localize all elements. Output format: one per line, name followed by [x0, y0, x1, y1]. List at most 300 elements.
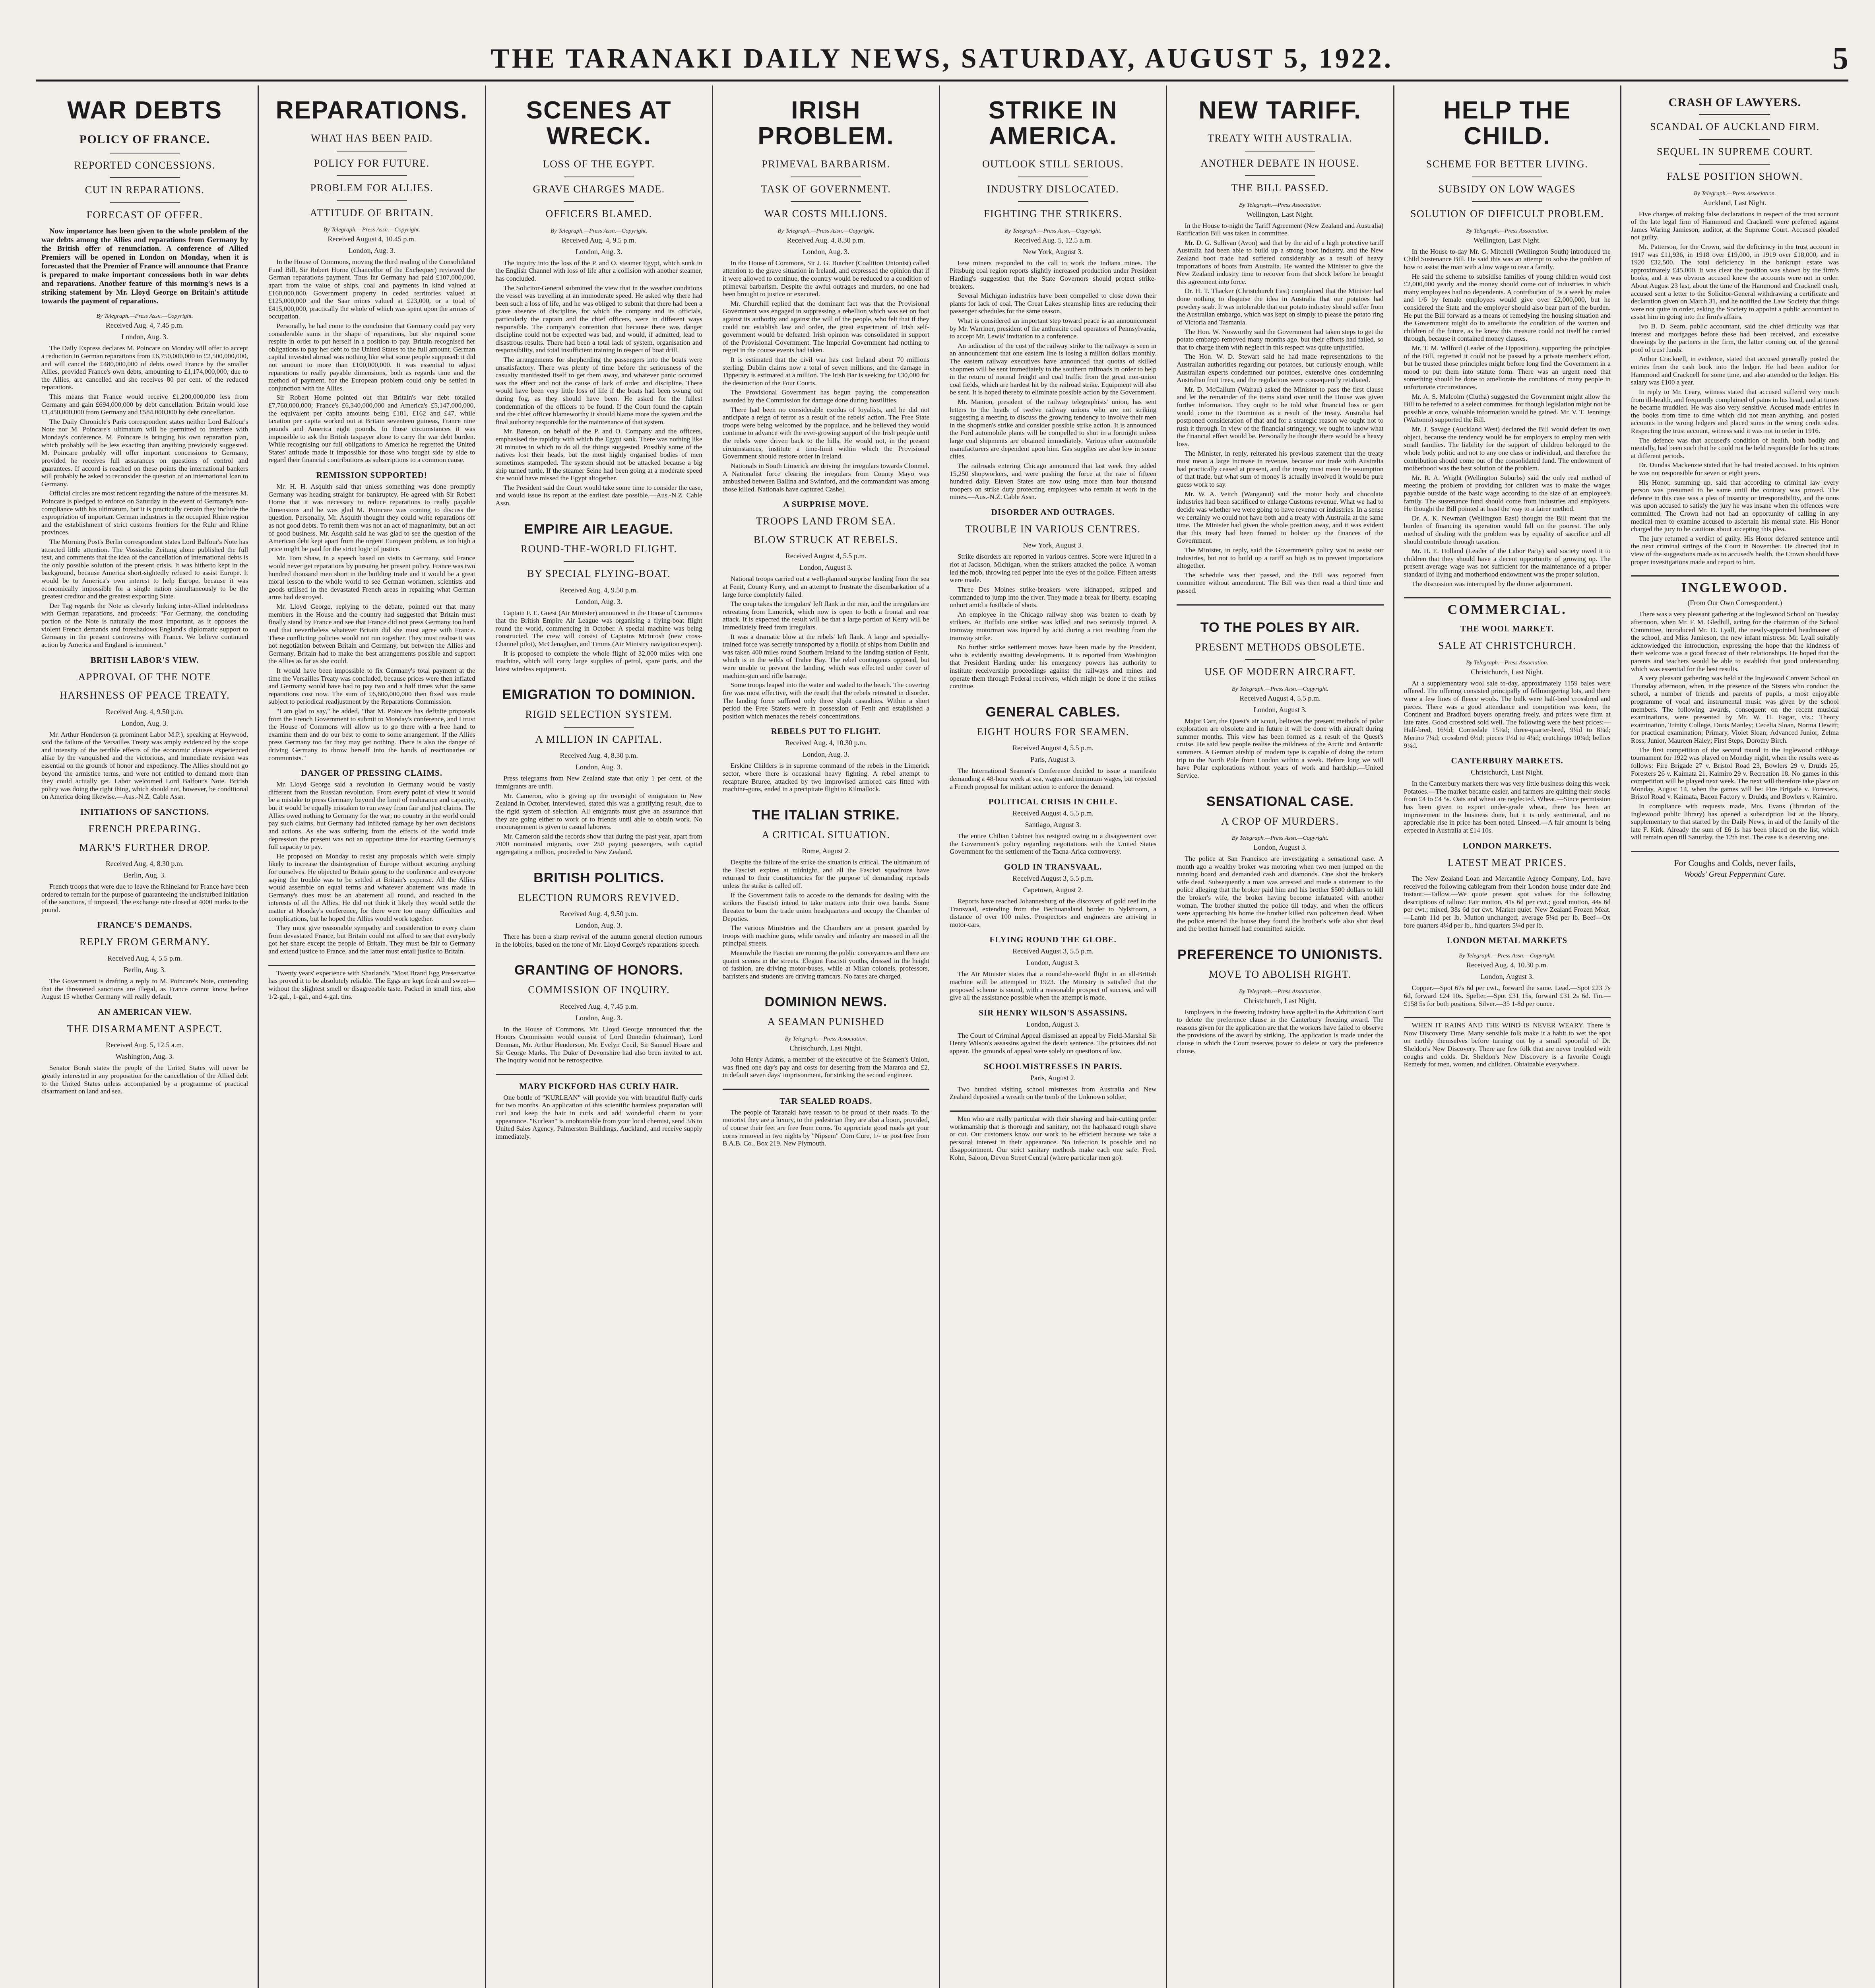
dateline: London, August 3. [799, 563, 853, 572]
divider [1404, 1017, 1611, 1018]
credit-line: By Telegraph.—Press Assn.—Copyright. [96, 313, 193, 320]
deck: LOSS OF THE EGYPT. [543, 158, 655, 170]
article-italian-strike [723, 808, 929, 980]
paragraph: His Honor, summing up, said that according to criminal law every person was presumed to be same until the contrary was proved. The defence in this case was a plea of insanity or irresponsibility, and the onus was upon accused to satisfy the jury he was insane when the offences were committed. The Crown had not had an opportunity of calling in any medical men to examine accused to ascertain his mental state. His Honor charged the jury to be cautious about accepting this plea. [1631, 478, 1839, 533]
section-title: LONDON MARKETS. [1462, 841, 1552, 850]
dateline: Rome, August 2. [802, 847, 850, 855]
paragraph: The Minister, in reply, reiterated his previous statement that the treaty must mean a large increase in revenue, because our trade with Australia had practically ceased at present, and the treaty must mean the resumption of that trade, but what sum of money is actually involved it would be pure guess work to say. [1177, 449, 1384, 489]
paragraph: Two hundred visiting school mistresses from Australia and New Zealand deposited a wreath on the tomb of the Unknown soldier. [950, 1085, 1157, 1101]
dateline: Christchurch, Last Night. [789, 1044, 863, 1052]
paragraph: Mr. W. A. Veitch (Wanganui) said the motor body and chocolate industries had been sacrificed to enlarge Customs revenue. What we had to decide was whether we were going to have revenue or industries. In a sense we certainly we could not have both and a treaty with Australia at the same time. The Minister had given the whole position away, and it was evident that this treaty had been framed to bolster up the finances of the Government. [1177, 490, 1384, 545]
article-general-cables [950, 705, 1156, 790]
paragraph: Few miners responded to the call to work the Indiana mines. The Pittsburg coal region reports slightly increased production under President Harding's suggestion that the State Governors should protect strike-breakers. [950, 259, 1157, 290]
divider [1018, 201, 1088, 202]
credit-line: By Telegraph.—Press Assn.—Copyright. [1231, 685, 1328, 692]
deck: ATTITUDE OF BRITAIN. [310, 207, 434, 219]
dateline: Berlin, Aug. 3. [123, 871, 166, 879]
paragraph: Erskine Childers is in supreme command of the rebels in the Limerick sector, where there is occasional heavy fighting. A rebel attempt to recapture Bruree, attacked by two improvised armored cars fitted with machine-guns, ended in a precipitate flight to Kilmallock. [722, 762, 929, 793]
paragraph: Meanwhile the Fascisti are running the public conveyances and there are quaint scenes in the streets. Elegant Fascisti youths, dressed in the height of fashion, are driving motor-buses, while at Milan colonels, professors, barristers and students are driving tramcars. No fares are charged. [722, 949, 929, 980]
divider [723, 1089, 929, 1090]
paragraph: The first competition of the second round in the Inglewood cribbage tournament for 1922 was played on Monday night, when the results were as follows: Fire Brigade 27 v. Bristol Road 23, Bowlers 29 v. Druids 25, Foresters 26 v. Kaimata 21, Kaimiro 29 v. Recreation 18. No games in this competition will be played next week. The next will therefore take place on Monday, August 14, when the games will be: Fire Brigade v. Foresters, Bristol Road v. Kaimata, Bacon Factory v. Druids, and Bowlers v. Kaimiro. [1631, 746, 1839, 801]
credit-line: By Telegraph.—Press Association. [785, 1035, 867, 1042]
paragraph: Mr. D. McCallum (Wairau) asked the Minister to pass the first clause and let the remainder of the items stand over until the House was given further information. They ought to be told what financial loss or gain would come to the Dominion as a result of the treaty. Australia had postponed consideration of that and for a strategic reason we ought not to rush it through. In view of the financial stringency, we ought to know what the financial effect would be. Personally he thought there would be a heavy loss. [1177, 385, 1384, 448]
credit-line: By Telegraph.—Press Assn.—Copyright. [1459, 953, 1556, 959]
subheading: REMISSION SUPPORTED! [316, 470, 427, 480]
paragraph: Mr. Lloyd George, replying to the debate, pointed out that many members in the House and the country had suggested that Britain must finally stand by France and see that France did not press Germany too hard and that nevertheless whatever Britain did she must agree with France. These conflicting policies would not run together. They must realise it was not negotiation between Britain and Germany, but between the Allies and Germany. Britain had to make the best arrangements possible and support the Allies as far as she could. [268, 603, 475, 665]
received-line: Received Aug. 4, 9.50 p.m. [560, 586, 638, 594]
paragraph: Arthur Cracknell, in evidence, stated that accused generally posted the entries from the cash book into the ledger. He had been auditor for Hammond and Cracknell for some time, and also attended to the ledger. His salary was £100 a year. [1631, 355, 1839, 386]
dateline: London, Aug. 3. [575, 247, 622, 256]
deck: FALSE POSITION SHOWN. [1667, 171, 1803, 182]
paragraph: The Daily Chronicle's Paris correspondent states neither Lord Balfour's Note nor M. Poincare's ultimatum will be permitted to interfere with Monday's conference. M. Poincare is bringing his own reparation plan, which probably will be less exacting than anything previously suggested. M. Poincare probably will offer important concessions to Germany, provided he receives full assurances on questions of control and guarantees. If accord is reached on these points the international bankers will probably be asked to reconsider the question of an international loan to Germany. [41, 417, 248, 488]
received-line: Received August 4, 5.5 p.m. [1012, 809, 1094, 817]
section-commercial [1404, 602, 1611, 617]
paragraph: Mr. Manion, president of the railway telegraphists' union, has sent letters to the heads of twelve railway unions who are not striking suggesting a meeting to discuss the growing tendency to involve their men in the shopmen's strike and consider possible strike action. It is announced the Ford automobile plants will be compelled to shut in a fortnight unless large coal shipments are obtained immediately. Various other automobile manufacturers are dependent upon him. Gas supplies are also low in some cities. [950, 398, 1157, 460]
article-intro: Now importance has been given to the whole problem of the war debts among the Allies and reparations from Germany by the British offer of renunciation. A conference of Allied Premiers will be opened in London on Monday, when it is forecasted that the Premier of France will announce that France is prepared to make important concessions both in war debts and reparations. Another feature of this morning's news is a striking statement by Mr. Lloyd George on Britain's attitude towards the payment of reparations. [41, 227, 248, 306]
section-title: REBELS PUT TO FLIGHT. [771, 726, 881, 736]
paragraph: A very pleasant gathering was held at the Inglewood Convent School on Thursday afternoon, when, in the presence of the Sisters who conduct the school, a number of friends and parents of pupils, a most enjoyable programme of vocal and instrumental music was given by the school members. The following awards, consequent on the recent musical examinations, were presented by Mr. W. H. Eagar, viz.: Theory examination, Trinity College, Doris Manley; Cecelia Sloan, Norma Hewitt; for practical examination; Primary, Violet Sloan; Advanced Junior, Zelma Ross; Junior, Maureen Haley; First Steps, Dorothy Birch. [1631, 674, 1839, 745]
dateline: New York, August 3. [1023, 247, 1083, 256]
deck: WHAT HAS BEEN PAID. [310, 132, 433, 144]
article-emigration [496, 687, 702, 856]
deck: A CRITICAL SITUATION. [762, 829, 890, 841]
article-poles-by-air [1177, 620, 1383, 780]
divider [1245, 659, 1315, 660]
paragraph: Major Carr, the Quest's air scout, believes the present methods of polar exploration are obsolete and in future it will be done with aircraft during summer months. This view has been formed as a result of the Quest's cruise. He said few people realise the mildness of the Arctic and Antarctic summers. A German airship of modern type is capable of doing the return trip to the North Pole from London within a week. Before long we will have Polar explorations without years of work and hardship.—United Service. [1177, 717, 1384, 779]
deck: FIGHTING THE STRIKERS. [984, 208, 1123, 220]
paragraph: The railroads entering Chicago announced that last week they added 15,250 shopworkers, and were pushing the force at the rate of fifteen hundred daily. Eleven States are now using more than four thousand troopers on strike duty protecting employees who remain at work in the mines.—Aus.-N.Z. Cable Assn. [950, 462, 1157, 501]
credit-line: By Telegraph.—Press Assn.—Copyright. [1231, 835, 1328, 841]
paragraph: Three Des Moines strike-breakers were kidnapped, stripped and commanded to jump into the river. They made a break for liberty, escaping unhurt amid a fusillade of shots. [950, 585, 1157, 609]
dateline: Paris, August 3. [1030, 755, 1076, 764]
paragraph: Despite the failure of the strike the situation is critical. The ultimatum of the Fascisti expires at midnight, and all the Fascisti squadrons have returned to their constituencies for the purpose of demanding reprisals unless the strike is called off. [722, 858, 929, 890]
deck: CUT IN REPARATIONS. [85, 184, 205, 196]
column-help-the-child [1394, 85, 1621, 1988]
received-line: Received Aug. 4, 8.30 p.m. [560, 751, 638, 760]
received-line: Received August 4, 5.5 p.m. [1239, 694, 1321, 702]
divider [1472, 201, 1542, 202]
paragraph: In the House of Commons, Mr. Lloyd George announced that the Honors Commission would consist of Lord Dunedin (chairman), Lord Denman, Mr. Arthur Henderson, Mr. Evelyn Cecil, Sir Samuel Hoare and Sir George Marks. The Duke of Devonshire had also been invited to act. The inquiry would not be retrospective. [495, 1025, 702, 1064]
dateline: Christchurch, Last Night. [1471, 768, 1544, 777]
deck: ELECTION RUMORS REVIVED. [518, 891, 680, 903]
advertisement-title: TAR SEALED ROADS. [779, 1096, 873, 1106]
headline-new-tariff: NEW TARIFF. [1198, 97, 1362, 124]
deck: SALE AT CHRISTCHURCH. [1438, 640, 1576, 652]
divider [1699, 139, 1770, 140]
deck: A MILLION IN CAPITAL. [535, 733, 663, 745]
paragraph: The International Seamen's Conference decided to issue a manifesto demanding a 48-hour week at sea, wages and minimum wages, but rejected a French proposal for militant action to enforce the demand. [950, 767, 1157, 790]
advertisement: One bottle of "KURLEAN" will provide you with beautiful fluffy curls for two months. An application of this scientific harmless preparation will curl and keep the hair in curls and add wonderful charm to your appearance. "Kurlean" is unobtainable from your local chemist, send 3/6 to United Sales Agency, Palmerston Buildings, Auckland, and receive supply immediately. [495, 1093, 702, 1140]
paragraph: It is proposed to complete the whole flight of 32,000 miles with one machine, which will carry large supplies of petrol, spare parts, and the latest wireless equipment. [495, 649, 702, 673]
deck: OUTLOOK STILL SERIOUS. [982, 158, 1124, 170]
section-title: SIR HENRY WILSON'S ASSASSINS. [979, 1008, 1127, 1017]
paragraph: The Government is drafting a reply to M. Poincare's Note, contending that the threatened sanctions are illegal, as France cannot know before August 15 whether Germany will really default. [41, 977, 248, 1001]
credit-line: By Telegraph.—Press Assn.—Copyright. [323, 227, 420, 233]
paragraph: Dr. Dundas Mackenzie stated that he had treated accused. In his opinion he was not responsible for seven or eight years. [1631, 461, 1839, 477]
paragraph: The Daily Express declares M. Poincare on Monday will offer to accept a reduction in German reparations from £6,750,000,000 to £2,500,000,000, and will cancel the £480,000,000 of debts owed France by the smaller Allies, provided France's own debts, amounting to £1,174,000,000, due to the Allies, are cancelled and she receives 80 per cent. of the reduced reparations. [41, 344, 248, 391]
paragraph: The Hon. W. D. Stewart said he had made representations to the Australian authorities regarding our potatoes, but curiously enough, while Australian experts condemned our potatoes, extensive ones condemning Australian fruit trees, and the regulations were consequently retaliated. [1177, 353, 1384, 384]
deck: BY SPECIAL FLYING-BOAT. [527, 568, 671, 580]
deck: REPORTED CONCESSIONS. [74, 159, 215, 171]
divider [1699, 164, 1770, 165]
dateline: Christchurch, Last Night. [1471, 668, 1544, 676]
paragraph: He proposed on Monday to resist any proposals which were simply likely to increase the disintegration of Europe without securing anything for ourselves. He objected to Britain going to the conference and everyone saying the trouble was to be settled at Britain's expense. All the Allies would assemble on equal terms and whatever abatement was made in Germany's dues must be an abatement all round, and reached in the interests of all the Allies. He did not think it likely they would settle the matter at Monday's conference, for there were too many difficulties and complications, but he hoped the Allies would work together. [268, 852, 475, 922]
paragraph: Copper.—Spot 67s 6d per cwt., forward the same. Lead.—Spot £23 7s 6d, forward £24 10s. Spelter.—Spot £31 15s, forward £31 2s 6d. Tin.—£158 5s for both positions. Silver.—35 1-8d per ounce. [1404, 984, 1611, 1008]
section-title: INITIATIONS OF SANCTIONS. [80, 807, 209, 817]
received-line: Received Aug. 4, 8.30 p.m. [105, 860, 184, 868]
divider [791, 201, 861, 202]
paragraph: Ivo B. D. Seam, public accountant, said the chief difficulty was that interest and mortgages before these had been received, and excessive drawings by the partners in the firm, the latter coming out of the general pool of trust funds. [1631, 322, 1839, 353]
headline-irish-problem: IRISH PROBLEM. [758, 97, 894, 150]
paragraph: The arrangements for shepherding the passengers into the boats were unsatisfactory. There was plenty of time before the seriousness of the casualty manifested itself to get them away, and whatever panic occurred was the effect and not the cause of lack of order and discipline. There would have been very little loss of life if the boats had been swung out during fog, as they should have been. He asked for the fullest condemnation of the officers to be found. If the Court found the captain and the chief officer blameworthy it should blame more the system and the final authority responsible for the maintenance of that system. [495, 356, 702, 426]
received-line: Received Aug. 4, 9.50 p.m. [560, 910, 638, 918]
subheading: DANGER OF PRESSING CLAIMS. [301, 768, 443, 778]
paragraph: The New Zealand Loan and Mercantile Agency Company, Ltd., have received the following cablegram from their London house under date 2nd instant:—Tallow.—We quote present spot values for the following descriptions of tallow: Fair mutton, 41s 6d per cwt.; good mutton, 44s 6d per cwt.; mixed, 38s 6d per cwt. Market quiet. New Zealand Frozen Meat.—Lamb 11d per lb. Mutton unchanged; average 5¼d per lb. Beef—Ox fore quarters 4¼d per lb., hind quarters 5¼d per lb. [1404, 875, 1611, 929]
section-title: THE ITALIAN STRIKE. [752, 807, 900, 823]
headline-crash-of-lawyers: CRASH OF LAWYERS. [1668, 96, 1801, 109]
dateline: Berlin, Aug. 3. [123, 965, 166, 974]
paragraph: What is considered an important step toward peace is an announcement by Mr. Warriner, president of the anthracite coal operators of Pennsylvania, to accept Mr. Lewis' invitation to a conference. [950, 316, 1157, 340]
section-title: FLYING ROUND THE GLOBE. [989, 935, 1117, 945]
paragraph: Reports have reached Johannesburg of the discovery of gold reef in the Transvaal, extending from the Bechuanaland border to Nylstroom, a distance of over 100 miles. Prospectors and engineers are arriving in motor-cars. [950, 897, 1157, 928]
paragraph: The discussion was interrupted by the dinner adjournment. [1412, 580, 1573, 588]
divider [268, 965, 475, 966]
column-crash-of-lawyers [1621, 85, 1848, 1988]
credit-line: By Telegraph.—Press Association. [1466, 227, 1549, 234]
section-title: POLITICAL CRISIS IN CHILE. [988, 797, 1118, 807]
masthead [36, 38, 1848, 82]
deck: INDUSTRY DISLOCATED. [987, 183, 1119, 195]
dateline: London, August 3. [1480, 973, 1534, 981]
credit-line: By Telegraph.—Press Association. [1239, 988, 1321, 995]
paragraph: The coup takes the irregulars' left flank in the rear, and the irregulars are retreating from Limerick, which now is open to both a frontal and rear attack. It is expected the result will be that a large portion of Kerry will be immediately freed from irregulars. [722, 600, 929, 631]
section-title: GOLD IN TRANSVAAL. [1004, 862, 1102, 872]
received-line: Received Aug. 4, 8.30 p.m. [787, 236, 865, 244]
paragraph: Sir Robert Horne pointed out that Britain's war debt totalled £7,760,000,000; France's £6,340,000,000 and America's £5,147,000,000, the equivalent per capita amounts being £181, £162 and £47, while taxation per capita worked out at Britain seventeen guineas, France nine pounds and America eight pounds. In those circumstances it was impossible to ask the British taxpayer alone to carry the war debt burden. While recognising our full obligations to America he regretted the United States' attitude made it impossible for those who fought side by side to regard their financial contributions as subscriptions to a common cause. [268, 394, 475, 464]
credit-line: By Telegraph.—Press Association. [1239, 202, 1321, 208]
column-scenes-at-wreck [486, 85, 713, 1988]
deck: HARSHNESS OF PEACE TREATY. [60, 689, 230, 701]
article-sensational-case [1177, 794, 1383, 933]
page-number: 5 [1832, 41, 1848, 76]
paragraph: National troops carried out a well-planned surprise landing from the sea at Fenit, County Kerry, and an attempt to frustrate the disembarkation of a large force completely failed. [722, 575, 929, 598]
paragraph: An indication of the cost of the railway strike to the railways is seen in an announcement that one eastern line is losing a million dollars monthly. The eastern railway executives have announced that quotas of skilled shopmen will be sent immediately to the southern railroads in order to help in the return of normal freight and coal traffic from the great non-union coal fields, which are hardest hit by the railroad strike. Equipment will also be sent. It is hoped thereby to eliminate possible action by the Government. [950, 342, 1157, 396]
received-line: Received Aug. 4, 5.5 p.m. [107, 954, 182, 962]
masthead-title: THE TARANAKI DAILY NEWS, SATURDAY, AUGUST 5, 1922. [491, 43, 1394, 74]
deck: OFFICERS BLAMED. [545, 208, 652, 220]
paragraph: The various Ministries and the Chambers are at present guarded by troops with machine guns, while cavalry and infantry are massed in all the principal streets. [722, 924, 929, 947]
section-title: INGLEWOOD. [1681, 580, 1789, 596]
section-title: DOMINION NEWS. [764, 994, 888, 1010]
divider [1245, 175, 1315, 176]
paragraph: The schedule was then passed, and the Bill was reported from committee without amendment. The Bill was then read a third time and passed. [1177, 571, 1384, 595]
section-title: A SURPRISE MOVE. [783, 499, 869, 509]
deck: PRESENT METHODS OBSOLETE. [1195, 641, 1365, 653]
paragraph: The entire Chilian Cabinet has resigned owing to a disagreement over the Government's policy regarding negotiations with the United States Government for the settlement of the Tacna-Arica controversy. [950, 832, 1157, 856]
credit-line: By Telegraph.—Press Association. [1466, 659, 1549, 666]
advertisement: Men who are really particular with their shaving and hair-cutting prefer workmanship that is thorough and sanitary, not the haphazard rough shave or cut. Our customers know our work to be efficient because we take a personal interest in their appearance. No infection is possible and no disappointment. Our strict sanitary methods make each one safe. Fred. Kohn, Saloon, Devon Street Central (where particular men go). [950, 1114, 1157, 1161]
paragraph: It was a dramatic blow at the rebels' left flank. A large and specially-trained force was secretly transported by a flotilla of ships from Dublin and was taken 400 miles round Southern Ireland to the landing station of Fenit, which is in the wilds of Tralee Bay. The rebel contingents opposed, but were unable to prevent the landing, which was effected under cover of machine-gun and rifle barrage. [722, 633, 929, 679]
received-line: Received August 3, 5.5 p.m. [1012, 947, 1094, 955]
paragraph: Five charges of making false declarations in respect of the trust account of the late legal firm of Hammond and Cracknell were preferred against James Waring Jamieson, auditor, at the Supreme Court. Accused pleaded not guilty. [1631, 210, 1839, 241]
paragraph: The Solicitor-General submitted the view that in the weather conditions the vessel was travelling at an immoderate speed. He asked why there had been such a loss of life, and he was obliged to submit that there had been a grave absence of discipline, for which the company and its officials, particularly the captain and the chief officers, were in different ways responsible. The company's contention that because there was danger discipline could not be expected was bad, and would, if admitted, lead to disastrous results. There had been a total lack of system, organisation and responsibility, and total insufficient training in respect of boat drill. [495, 284, 702, 354]
deck: REPLY FROM GERMANY. [79, 936, 210, 948]
headline-scenes-at-wreck: SCENES AT WRECK. [526, 97, 672, 150]
paragraph: Mr. Tom Shaw, in a speech based on visits to Germany, said France would never get reparations by pursuing her present policy. France was two hundred thousand men short in the building trade and it would be a great moral lesson to the whole world to see German workmen, scientists and goods utilised in the devastated French areas in repairing what German arms had destroyed. [268, 554, 475, 601]
deck: BLOW STRUCK AT REBELS. [753, 534, 899, 546]
paragraph: The defence was that accused's condition of health, both bodily and mentally, had been such that he could not be held responsible for his actions at different periods. [1631, 436, 1839, 460]
deck: A CROP OF MURDERS. [1221, 815, 1339, 827]
deck: EIGHT HOURS FOR SEAMEN. [977, 726, 1129, 738]
paragraph: Mr. J. Savage (Auckland West) declared the Bill would defeat its own object, because the tendency would be for employers to employ men with small families. The liability for the support of children belonged to the whole body politic and not to any one class or individual, and therefore the contribution should come out of the consolidated fund. The endowment of motherhood was the best solution of the problem. [1404, 425, 1611, 472]
divider [950, 1110, 1156, 1112]
received-line: Received Aug. 5, 12.5 a.m. [1014, 236, 1092, 244]
paragraph: At a supplementary wool sale to-day, approximately 1159 bales were offered. The offering consisted principally of fellmongering lots, and there were a few lines of fleece wools. The bulk were half-bred crossbred and pieces. There was a good attendance and competition was keen, the Continent and Bradford buyers operating freely, and prices were firm at late rates. Good crossbred sold well. The following were the best prices:—Half-bred, 16¼d; Corriedale 15¼d; three-quarter-bred, 9¼d to 8¼d; Merino 7¼d; crossbred 6¼d; pieces 1¼d to 4¼d; crutchings 10¼d; bellies 9¼d. [1404, 679, 1611, 749]
columns [32, 85, 1848, 1988]
paragraph: Mr. R. A. Wright (Wellington Suburbs) said the only real method of meeting the problem of providing for children was to make the wages payable outside of the basic wage according to the size of an employee's family. The sustenance fund should come from industries and employers. He thought the Bill pointed at least the way to a fairer method. [1404, 474, 1611, 513]
divider [564, 727, 634, 728]
dateline: London, August 3. [1026, 1020, 1080, 1028]
divider [496, 1074, 702, 1075]
column-strike-in-america [940, 85, 1167, 1988]
deck: APPROVAL OF THE NOTE [78, 671, 211, 683]
paragraph: An employee in the Chicago railway shop was beaten to death by strikers. At Buffalo one striker was killed and two seriously injured. A tramway motorman was injured by acid during a riot resulting from the tramway strike. [950, 610, 1157, 642]
article-granting-of-honors [496, 963, 702, 1064]
paragraph: "I am glad to say," he added, "that M. Poincare has definite proposals from the French Government to submit to Monday's conference, and I trust the House of Commons will allow us to go there with a free hand to examine them and do our best to come to some arrangement. If the Allies press Germany too far they may get nothing. There is also the danger of driving Germany to throw herself into the hands of reactionaries or communists." [268, 707, 475, 762]
paragraph: Senator Borah states the people of the United States will never be greatly interested in any proposition for the cancellation of the Allied debt to the United States unless accompanied by a programme of practical disarmament on land and sea. [41, 1064, 248, 1095]
paragraph: Some troops leaped into the water and waded to the beach. The covering fire was most effective, with the result that the rebels retreated in disorder. The landing force suffered only three slight casualties. Within a short period the Free Staters were in possession of Fenit and established a position which menaces the rebels' concentrations. [722, 681, 929, 720]
dateline: Christchurch, Last Night. [1243, 996, 1317, 1005]
paragraph: In the House of Commons, moving the third reading of the Consolidated Fund Bill, Sir Robert Horne (Chancellor of the Exchequer) reviewed the German reparations payment. Thus far Germany had paid £107,000,000, apart from the value of ships, coal and payments in kind valued at £160,000,000. Government property in ceded territories valued at £125,000,000 and the Saar mines valued at £23,000, or a total of £415,000,000, practically the whole of which was spent upon the armies of occupation. [268, 258, 475, 320]
paragraph: In the Canterbury markets there was very little business doing this week. Potatoes.—The market became easier, and farmers are quitting their stocks from £4 to £4 5s. Oats and wheat are neglected. Wheat.—Since permission has been given to export under-grade wheat, there has been an improvement in the business done, but it is only sentimental, and no appreciable rise in price has been noted. Linseed.—A fair amount is being expected in Australia at £14 10s. [1404, 780, 1611, 834]
column-irish-problem [713, 85, 940, 1988]
article-empire-air-league [496, 522, 702, 673]
section-title: GRANTING OF HONORS. [514, 963, 684, 978]
paragraph: There had been no considerable exodus of loyalists, and he did not anticipate a reign of terror as a result of the rebels' action. The Free State troops were being welcomed by the populace, and he believed they would continue to advance with the ever-growing support of the Irish people until the rebels were driven back to the hills. He would not, in the present circumstances, institute a time-limit within which the Provisional Government should restore order in Ireland. [722, 406, 929, 460]
paragraph: The Morning Post's Berlin correspondent states Lord Balfour's Note has attracted little attention. The Vossische Zeitung alone published the full text, and comments that the idea of the cancellation of international debts is the only possible solution of the present crisis. It was hitherto kept in the background, because America short-sightedly refused to assist Europe. It would be to America's own interest to help Europe, because it was economically impossible for a single nation simultaneously to be the greatest creditor and the greatest exporting State. [41, 538, 248, 600]
paragraph: Mr. Bateson, on behalf of the P. and O. Company and the officers, emphasised the rapidity with which the Egypt sank. There was nothing like 20 minutes in which to do all the things suggested. Possibly some of the natives lost their heads, but the most highly organised bodies of men sometimes stampeded. The system should not be attacked because a big ship turned turtle. If the steamer Seine had been going at a moderate speed she would have missed the Egypt altogether. [495, 427, 702, 482]
ad-line: For Coughs and Colds, never fails, [1674, 858, 1796, 868]
deck: RIGID SELECTION SYSTEM. [525, 709, 673, 720]
paragraph: The Court of Criminal Appeal dismissed an appeal by Field-Marshal Sir Henry Wilson's assassins against the death sentence. The prisoners did not appear. The grounds of appeal were solely on questions of law. [950, 1031, 1157, 1055]
deck: A SEAMAN PUNISHED [767, 1016, 884, 1028]
dateline: London, Aug. 3. [803, 750, 849, 759]
deck: TREATY WITH AUSTRALIA. [1208, 132, 1353, 144]
deck: TROUBLE IN VARIOUS CENTRES. [965, 523, 1141, 535]
section-title: AN AMERICAN VIEW. [98, 1007, 192, 1017]
paragraph: Personally, he had come to the conclusion that Germany could pay very considerable sums in the shape of reparations, but she required some respite in order to put herself in a position to pay. Britain recognised her obligations to pay her debt to the United States to the full amount. German capital invested abroad was nothing like what some people supposed: it did not amount to more than £100,000,000. It was essential to adjust reparations to really payable dimensions, both as regards time and the method of payment, for the European problem could only be settled in conjunction with the Allies. [268, 322, 475, 392]
paragraph: Mr. H. H. Asquith said that unless something was done promptly Germany was heading straight for bankruptcy. He agreed with Sir Robert Horne that it was necessary to reduce reparations to really payable dimensions and he was glad M. Poincare was coming to discuss the question. Personally, Mr. Asquith thought they could write reparations off as not good debts. To remit them was not an act of magnanimity, but an act of good business. Mr. Asquith said he was glad to see the question of the American debt kept apart from the urgent European problem, as too high a price might be paid for the strict logic of justice. [268, 482, 475, 553]
section-title: BRITISH LABOR'S VIEW. [90, 655, 199, 665]
deck: POLICY FOR FUTURE. [314, 157, 430, 169]
paragraph: Mr. H. E. Holland (Leader of the Labor Party) said society owed it to children that they should have a decent opportunity of growing up. The present average wage was not sufficient for the maintenance of a proper standard of living and motherhood endowment was the proper solution. [1404, 547, 1611, 579]
deck: THE BILL PASSED. [1231, 182, 1329, 194]
dateline: London, Aug. 3. [575, 763, 622, 771]
deck: TROOPS LAND FROM SEA. [756, 515, 896, 527]
paragraph: In the House of Commons, Sir J. G. Butcher (Coalition Unionist) called attention to the grave situation in Ireland, and expressed the opinion that if it were allowed to continue, the country would be reduced to a condition of primeval barbarism. Despite the awful outrages and murders, no one had been brought to justice or executed. [722, 259, 929, 298]
paragraph: Mr. D. G. Sullivan (Avon) said that by the aid of a high protective tariff Australia had been able to build up a strong boot industry, and the New Zealand boot trade had suffered considerably as a result of heavy importations of boots from Australia. He wanted the Minister to give the New Zealand industry time to recover from that shock before he brought this agreement into force. [1177, 239, 1384, 285]
paragraph: It would have been impossible to fix Germany's total payment at the time the Versailles Treaty was concluded, because prices were then inflated and Germany would have had to pay two and a half times what the same reparations cost now. The sum of £6,600,000,000 then fixed was made subject to periodical readjustment by the Reparations Commission. [268, 666, 475, 706]
paragraph: The Hon. W. Nosworthy said the Government had taken steps to get the potato embargo removed many months ago, but their efforts had failed, so that to charge them with neglect in this respect was quite unjustified. [1177, 328, 1384, 351]
advertisement: The people of Taranaki have reason to be proud of their roads. To the motorist they are a luxury, to the pedestrian they are also a boon, provided, of course their feet are free from corns. To appreciate good roads get your corns removed in two nights by "Nipsem" Corn Cure, 1/- or post free from B.A.B. Co., Box 219, New Plymouth. [722, 1108, 929, 1147]
deck: MARK'S FURTHER DROP. [79, 841, 211, 853]
deck: POLICY OF FRANCE. [79, 133, 210, 146]
section-title: FRANCE'S DEMANDS. [97, 920, 192, 930]
paragraph: Strike disorders are reported in various centres. Score were injured in a riot at Jackson, Michigan, when the strikers attacked the police. A woman led the mob, throwing red pepper into the eyes of the police. Fifteen arrests were made. [950, 553, 1157, 584]
section-title: CANTERBURY MARKETS. [1451, 756, 1563, 766]
dateline: London, Aug. 3. [575, 597, 622, 606]
dateline: London, August 3. [1026, 959, 1080, 967]
section-title: COMMERCIAL. [1447, 602, 1567, 617]
paragraph: Dr. A. K. Newman (Wellington East) thought the Bill meant that the burden of financing its operation would fall on the poorest. The only method of dealing with the problem was by equality of sacrifice and all should contribute through taxation. [1404, 514, 1611, 546]
article-inglewood [1631, 580, 1839, 841]
paragraph: French troops that were due to leave the Rhineland for France have been ordered to remain for the purpose of guaranteeing the undisturbed initiation of the sanctions, if imposed. The exchange rate closed at 4000 marks to the pound. [41, 883, 248, 914]
received-line: Received August 4, 5.5 p.m. [1012, 744, 1094, 752]
deck: FORECAST OF OFFER. [86, 209, 203, 221]
dateline: New York, August 3. [1023, 541, 1083, 549]
received-line: Received Aug. 4, 10.30 p.m. [1466, 961, 1548, 969]
paragraph: No further strike settlement moves have been made by the President, who is evidently awaiting developments. It is reported from Washington that President Harding under his emergency powers has authority to institute receivership proceedings against the railways and mines and operate them through Federal receivers, which might be done if the strikes continue. [950, 643, 1157, 690]
ad-line: Woods' Great Peppermint Cure. [1684, 870, 1786, 879]
dateline: London, Aug. 3. [121, 333, 168, 341]
divider [1177, 604, 1383, 606]
dateline: Auckland, Last Night. [1703, 198, 1767, 207]
paragraph: The inquiry into the loss of the P. and O. steamer Egypt, which sunk in the English Channel with loss of life after a collision with another steamer, has concluded. [495, 259, 702, 282]
deck: COMMISSION OF INQUIRY. [528, 984, 670, 996]
divider [1404, 597, 1611, 598]
dateline: London, Aug. 3. [803, 247, 849, 256]
paragraph: Der Tag regards the Note as cleverly linking inter-Allied indebtedness with German reparations, and proceeds: "For Germany, the concluding portion of the Note is naturally the most important, as it opposes the violent French demands and foreshadows England's diplomatic support to Germany in the present controversy with France. We believe continued action by America and England is imminent." [41, 602, 248, 648]
dateline: Washington, Aug. 3. [115, 1052, 174, 1061]
column-reparations [259, 85, 486, 1988]
divider [337, 200, 407, 201]
section-title: TO THE POLES BY AIR. [1200, 619, 1360, 635]
paragraph: Mr. Cameron, who is giving up the oversight of emigration to New Zealand in October, interviewed, stated this was a gratifying result, due to the rigid system of selection. All emigrants must give an assurance that they are going either to work or to friends until able to obtain work. No encouragement is given to casual laborers. [495, 792, 702, 831]
paragraph: The Minister, in reply, said the Government's policy was to assist our industries, but not to build up a tariff so high as to prevent importations altogether. [1177, 546, 1384, 570]
paragraph: Several Michigan industries have been compelled to close down their plants for lack of coal. The Great Lakes steamship lines are reducing their passenger schedules for the same reason. [950, 292, 1157, 315]
paragraph: Nationals in South Limerick are driving the irregulars towards Clonmel. A Nationalist force clearing the irregulars from County Mayo was ambushed between Ballina and Swinford, and the commandant was among those killed. Nationals have captured Cashel. [722, 462, 929, 493]
dateline: London, Aug. 3. [575, 1013, 622, 1022]
divider [337, 175, 407, 176]
section-title: EMPIRE AIR LEAGUE. [524, 521, 674, 537]
paragraph: This means that France would receive £1,200,000,000 less from Germany and gain £694,000,000 by debt cancellation. Britain would lose £1,450,000,000 from Germany and £584,000,000 by debt cancellation. [41, 393, 248, 416]
paragraph: Employers in the freezing industry have applied to the Arbitration Court to delete the preference clause in the Canterbury freezing award. The reasons given for the application are that the workers have failed to observe the provisions of the award by striking. The application is made under the clause in which the Court reserves power to delete or vary the preference clause. [1177, 1008, 1384, 1055]
article-british-politics [496, 870, 702, 949]
section-title: SCHOOLMISTRESSES IN PARIS. [983, 1061, 1123, 1071]
deck: TASK OF GOVERNMENT. [761, 183, 891, 195]
divider [1699, 114, 1770, 115]
paragraph: Mr. Lloyd George said a revolution in Germany would be vastly different from the Russian revolution. From every point of view it would be a mistake to press Germany beyond the limit of endurance and capacity, but it would be equally mistaken to run away from fair and just claims. The Allies owed nothing to Germany for the war; no country in the world could pay such claims, but Germany had inflicted damage by her own decisions and actions. As she was suffering from the effects of the world trade depression the present was not an opportune time for exacting Germany's full capacity to pay. [268, 780, 475, 851]
received-line: Received August 4, 10.45 p.m. [328, 235, 416, 243]
paragraph: Mr. Churchill replied that the dominant fact was that the Provisional Government was engaged in suppressing a rebellion which was set on foot against its authority and against the will of the people, who felt that if they could not establish law and order, the great experiment of Irish self-government would be defeated. Irish opinion was consolidated in support of the Provisional Government. The Imperial Government had nothing to regret in the course events had taken. [722, 299, 929, 354]
paragraph: Mr. Arthur Henderson (a prominent Labor M.P.), speaking at Heywood, said the failure of the Versailles Treaty was amply evidenced by the scope and intensity of the terrible effects of the economic clauses experienced alike by the vanquished and the victorious, and immediate revision was essential on the grounds of honor and expediency. The Allies should not go beyond the armistice terms, and were not entitled to demand more than they could actually get. Labor welcomed Lord Balfour's Note. British policy was doing the right thing, which should not, however, be conditional on America doing likewise.—Aus.-N.Z. Cable Assn. [41, 730, 248, 801]
headline-help-the-child: HELP THE CHILD. [1443, 97, 1571, 150]
dateline: Wellington, Last Night. [1246, 210, 1314, 218]
divider [564, 201, 634, 202]
credit-line: By Telegraph.—Press Assn.—Copyright. [778, 227, 874, 234]
divider [564, 561, 634, 562]
advertisement: WHEN IT RAINS AND THE WIND IS NEVER WEARY. There is Now Discovery Time. Many sensible folk make it a habit to wet the spot on earthly themselves before turning out by a small spoonful of Dr. Sheldon's New Discovery. There are few folk that are never troubled with coughs and colds. Dr. Sheldon's New Discovery is a favorite Cough Remedy for men, women, and children. Obtainable everywhere. [1404, 1021, 1611, 1068]
paragraph: John Henry Adams, a member of the executive of the Seamen's Union, was fined one day's pay and costs for deserting from the Mararoa and £2, in default seven days' imprisonment, for striking the second engineer. [722, 1055, 929, 1079]
paragraph: It is estimated that the civil war has cost Ireland about 70 millions sterling. Dublin claims now a total of seven millions, and the damage in Tipperary is estimated at a million. The Irish Bar is seeking for £30,000 for the destruction of the Four Courts. [722, 356, 929, 387]
dateline: Santiago, August 3. [1025, 821, 1081, 829]
dateline: London, Aug. 3. [348, 247, 396, 255]
received-line: Received Aug. 5, 12.5 a.m. [106, 1041, 184, 1049]
divider [1631, 575, 1839, 577]
paragraph: He said the scheme to subsidise families of young children would cost £2,000,000 yearly and the money should come out of industries in which many employees had no dependents. A contribution of 3s a week by males and 1/6 by female employees would give over £2,000,000, but he considered the State and the employer should also bear part of the burden. He put the Bill forward as a means of remedying the housing situation and the Government might do to ameliorate the condition of the women and children of the future, as he knew this measure could not itself be carried through, because it contained money clauses. [1404, 272, 1611, 343]
column-new-tariff [1167, 85, 1394, 1988]
received-line: Received Aug. 4, 10.30 p.m. [785, 739, 867, 747]
paragraph: The police at San Francisco are investigating a sensational case. A month ago a wealthy broker was motoring when two men jumped on the running board and demanded cash and diamonds. One shot the broker's wife dead. Subsequently a man was arrested and made a statement to the police alleging that the broker paid him and his brother $500 dollars to kill the broker's wife, the broker having become infatuated with another woman. The brother shutted the police till today, and when the officers were approaching his home the brother killed two policemen dead. When the police entered the house they found the brother's wife also shot dead and the brother himself had committed suicide. [1177, 855, 1384, 933]
deck: SUBSIDY ON LOW WAGES [1439, 183, 1576, 195]
received-line: Received August 3, 5.5 p.m. [1012, 874, 1094, 882]
credit-line: By Telegraph.—Press Assn.—Copyright. [551, 227, 648, 234]
paragraph: Mr. T. M. Wilford (Leader of the Opposition), supporting the principles of the Bill, regretted it could not be passed by a private member's effort, but he trusted those principles might before long find the Government in a mood to put them into statute form. There was an urgent need that something should be done to ameliorate the conditions of many people in unfortunate circumstances. [1404, 344, 1611, 391]
paragraph: In compliance with requests made, Mrs. Evans (librarian of the Inglewood public library) has opened a subscription list at the library, supplementary to that started by the Daily News, in aid of the family of the late F. Kirk. Already the sum of £6 1s has been placed on the list, which will remain open till Saturday, the 12th inst. The case is a deserving one. [1631, 802, 1839, 841]
dateline: Paris, August 2. [1030, 1074, 1076, 1082]
deck: PRIMEVAL BARBARISM. [762, 158, 890, 170]
section-title: PREFERENCE TO UNIONISTS. [1177, 947, 1383, 963]
section-title: BRITISH POLITICS. [533, 870, 664, 885]
deck: MOVE TO ABOLISH RIGHT. [1209, 969, 1351, 980]
column-war-debts [32, 85, 259, 1988]
article-preference-to-unionists [1177, 947, 1383, 1055]
paragraph: The jury returned a verdict of guilty. His Honor deferred sentence until the next criminal sittings of the Court in November. He directed that in view of the suggestions made as to accused's health, the Crown should have proper investigations made and report to him. [1631, 534, 1839, 566]
received-line: Received Aug. 4, 9.5 p.m. [561, 236, 636, 244]
paragraph: Press telegrams from New Zealand state that only 1 per cent. of the immigrants are unfit. [495, 775, 702, 790]
headline-war-debts: WAR DEBTS [67, 97, 223, 124]
dateline: London, August 3. [1253, 705, 1307, 714]
paragraph: If the Government fails to accede to the demands for dealing with the strikers the Fascisti intend to take matters into their own hands. Some threaten to burn the trade union headquarters and occupy the Chamber of Deputies. [722, 891, 929, 922]
dateline: Wellington, Last Night. [1473, 236, 1541, 244]
section-title: SENSATIONAL CASE. [1206, 794, 1354, 809]
deck: SOLUTION OF DIFFICULT PROBLEM. [1410, 208, 1604, 220]
paragraph: Mr. Cameron said the records show that during the past year, apart from 7000 nominated migrants, over 250 paying passengers, with capital aggregating a million, proceeded to New Zealand. [495, 832, 702, 856]
paragraph: There has been a sharp revival of the autumn general election rumours in the lobbies, based on the tone of Mr. Lloyd George's reparations speech. [495, 933, 702, 948]
deck: FRENCH PREPARING. [88, 823, 201, 835]
paragraph: Mr. A. S. Malcolm (Clutha) suggested the Government might allow the Bill to be referred to a select committee, for though legislation might not be possible at once, valuable information would be gained. Mr. V. T. Jennings (Waitomo) supported the Bill. [1404, 392, 1611, 424]
deck: SCHEME FOR BETTER LIVING. [1426, 158, 1588, 170]
deck: PROBLEM FOR ALLIES. [310, 182, 434, 194]
advertisement [1631, 858, 1839, 879]
paragraph: Official circles are most reticent regarding the nature of the measures M. Poincare is pledged to enforce on Saturday in the event of Germany's non-compliance with his ultimatum, but it is practically certain they include the expropriation of important German industries in the occupied Rhine region and the establishment of strict customs frontiers for the Ruhr and Rhine provinces. [41, 489, 248, 536]
paragraph: Mr. Patterson, for the Crown, said the deficiency in the trust account in 1917 was £11,936, in 1918 over £19,000, in 1919 over £18,000, and in 1920 £32,500. The total deficiency in the bankrupt estate was approximately £45,000. It was clear the position was shown by the firm's books, and it was obvious accused knew the accounts were not in order. About August 23 last, about the time of the Hammond and Cracknell crash, accused sent a letter to the Solicitor-General withdrawing a certificate and declaration given on March 31, and he notified the Law Society that things were not quite in order, asking the Society to appoint a public accountant to assist him in going into the firm's affairs. [1631, 243, 1839, 321]
correspondent-line: (From Our Own Correspondent.) [1687, 599, 1782, 607]
paragraph: In the House to-day Mr. G. Mitchell (Wellington South) introduced the Child Sustenance Bill. He said this was an attempt to solve the problem of how to assist the man with a low wage to rear a family. [1404, 247, 1611, 271]
received-line: Received August 4, 5.5 p.m. [785, 552, 867, 560]
dateline: London, Aug. 3. [121, 719, 168, 727]
paragraph: Captain F. E. Guest (Air Minister) announced in the House of Commons that the British Empire Air League was organising a flying-boat flight round the world, commencing in October. A special machine was being constructed. The crew will consist of Captains McIntosh (new cross-Channel pilot), McClenaghan, and Timms (Air Ministry navigation expert). [495, 609, 702, 648]
section-title: GENERAL CABLES. [985, 704, 1121, 720]
dateline: Capetown, August 2. [1023, 885, 1083, 894]
divider [110, 177, 180, 178]
section-title: DISORDER AND OUTRAGES. [991, 507, 1115, 517]
paragraph: There was a very pleasant gathering at the Inglewood School on Tuesday afternoon, when Mr. F. M. Gledhill, acting for the chairman of the School Committee, introduced Mr. D. Lyall, the newly-appointed headmaster of the school, and Miss Jamieson, the new infant mistress. Mr. Lyall suitably acknowledged the introduction, expressing the hope that the kindness of their welcome was a good forecast of their relationships. He hoped that the parents and teachers would be able to establish that good understanding which was essential for the best results. [1631, 610, 1839, 673]
advertisement-title: MARY PICKFORD HAS CURLY HAIR. [519, 1081, 679, 1091]
credit-line: By Telegraph.—Press Assn.—Copyright. [1004, 227, 1101, 234]
paragraph: The President said the Court would take some time to consider the case, and would issue its report at the earliest date possible.—Aus.-N.Z. Cable Assn. [495, 483, 702, 507]
deck: SCANDAL OF AUCKLAND FIRM. [1650, 121, 1820, 132]
advertisement: Twenty years' experience with Sharland's "Most Brand Egg Preservative has proved it to be absolutely reliable. The Eggs are kept fresh and sweet—without the slightest smell or disagreeable taste. Packed in small tins, also 1/2-gal., 1-gal., and 4-gal. tins. [268, 969, 475, 1000]
deck: THE DISARMAMENT ASPECT. [67, 1023, 223, 1035]
credit-line: By Telegraph.—Press Association. [1693, 190, 1776, 197]
headline-strike-in-america: STRIKE IN AMERICA. [988, 97, 1118, 150]
headline-reparations: REPARATIONS. [275, 97, 468, 124]
paragraph: In reply to Mr. Leary, witness stated that accused suffered very much from ill-health, and frequently complained of pains in his head, and at times he became muddled. He was also very sensitive. Accused made entries in the books from time to time which did not mean anything, and posted accounts in the wrong ledgers and placed sums in the wrong credit sides. Respecting the trust account, witness said it was not in order in 1916. [1631, 388, 1839, 435]
deck: GRAVE CHARGES MADE. [533, 183, 665, 195]
received-line: Received Aug. 4, 7.45 p.m. [560, 1002, 638, 1010]
dateline: London, August 3. [1253, 843, 1307, 851]
